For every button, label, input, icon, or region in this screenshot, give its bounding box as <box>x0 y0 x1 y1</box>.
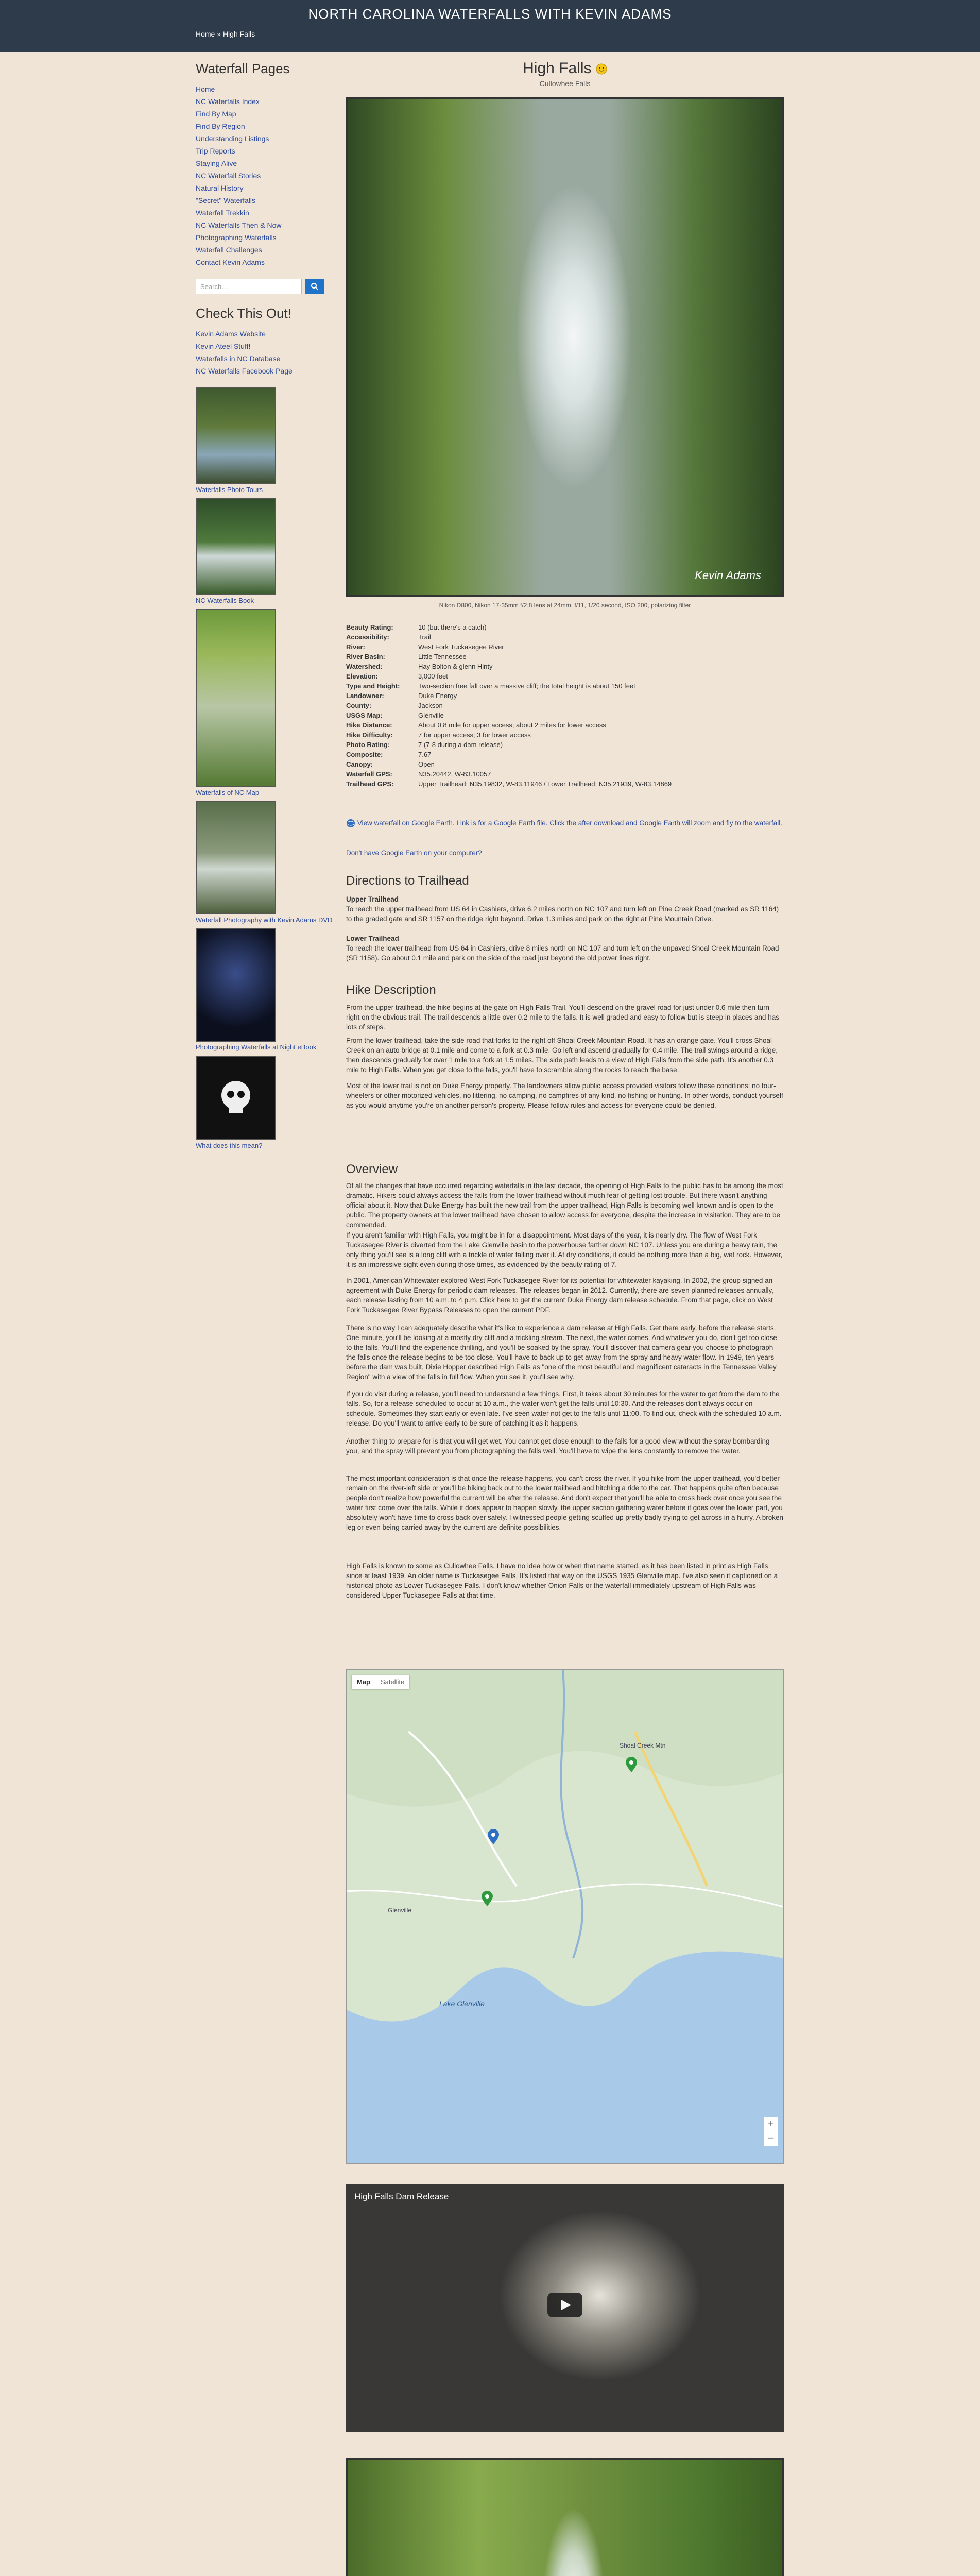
google-map[interactable] <box>346 1669 784 2164</box>
fact-value: Trail <box>418 633 431 641</box>
smiley-icon <box>596 63 607 75</box>
google-earth-help-link[interactable]: Don't have Google Earth on your computer? <box>346 849 482 857</box>
site-header <box>0 0 980 52</box>
fact-key: Canopy: <box>346 760 373 768</box>
search-icon <box>311 282 319 291</box>
link-facebook[interactable]: NC Waterfalls Facebook Page <box>196 367 293 375</box>
sidebar-item-find-by-map[interactable]: Find By Map <box>196 110 236 118</box>
fact-row <box>346 759 727 769</box>
skull-icon <box>213 1075 259 1121</box>
book-caption[interactable]: Waterfalls Photo Tours <box>196 486 263 494</box>
map-label: Shoal Creek Mtn <box>620 1742 666 1749</box>
link-database[interactable]: Waterfalls in NC Database <box>196 354 281 363</box>
sidebar-item-challenges[interactable]: Waterfall Challenges <box>196 246 262 254</box>
book-caption[interactable]: Waterfalls of NC Map <box>196 789 260 796</box>
fact-value: 3,000 feet <box>418 672 448 680</box>
fact-row <box>346 720 727 730</box>
site-title[interactable]: NORTH CAROLINA WATERFALLS WITH KEVIN ADAMS <box>308 6 672 22</box>
overview-paragraph: High Falls is known to some as Cullowhee Falls. I have no idea how or when that name started, as it has been listed in print as High Falls since at least 1939. An older name is Tuckasegee Falls. It's listed that way on the USGS 1935 Glenville map. I've also seen it captioned on a historical photo as Lower Tuckasegee Falls. I don't know whether Onion Falls or the waterfall immediately upstream of High Falls was considered Upper Tuckasegee Falls at that time. <box>346 1562 778 1599</box>
hike-paragraph: From the upper trailhead, the hike begins at the gate on High Falls Trail. You'll descend on the gravel road for just under 0.6 mile then turn right on the obvious trail. The trail descends a little over 0.2 mile to the falls. It is well graded and easy to follow but is steep in places and has lots of steps. <box>346 1004 779 1031</box>
fact-key: River Basin: <box>346 653 385 660</box>
zoom-out-button[interactable]: − <box>764 2131 778 2146</box>
sidebar-item-trekkin[interactable]: Waterfall Trekkin <box>196 209 249 217</box>
search-form <box>196 279 345 294</box>
hike-paragraph: From the lower trailhead, take the side road that forks to the right off Shoal Creek Mountain Road. It has an orange gate. You'll cross Shoal Creek on an auto bridge at 0.1 mile and come to a fork at 0.3 mile. Go left and ascend gradually for 0.4 mile. The trail swings around a ridge, then descends gradually for over 1 mile to a fork at 1.5 miles. The side path leads to a view of High Falls from the side path. It's another 0.3 mile to High Falls. When you get close to the falls, you'll have to scramble along the rocks to reach the base. <box>346 1037 778 1074</box>
upper-text: To reach the upper trailhead from US 64 in Cashiers, drive 6.2 miles north on NC 107 and turn left on Pine Creek Road (marked as SR 1164) to the graded gate and SR 1157 on the ridge right beyond. Drive 1.3 miles and park on the right at Pine Mountain Drive. <box>346 905 779 923</box>
fact-key: Composite: <box>346 751 383 758</box>
sidebar-item-find-by-region[interactable]: Find By Region <box>196 122 245 130</box>
fact-row <box>346 681 727 691</box>
fact-key: County: <box>346 702 372 709</box>
fact-row <box>346 671 727 681</box>
hike-paragraph: Most of the lower trail is not on Duke Energy property. The landowners allow public access provided visitors follow these conditions: no four-wheelers or other motorized vehicles, no littering, no camping, no campfires of any kind, no fishing or hunting. In other words, conduct yourself as you would anytime you're on another person's property. Please follow rules and access for everyone could be denied. <box>346 1082 783 1109</box>
fact-key: Watershed: <box>346 663 383 670</box>
lower-label: Lower Trailhead <box>346 935 399 942</box>
fact-row <box>346 740 727 750</box>
fact-key: USGS Map: <box>346 711 383 719</box>
sidebar-item-then-now[interactable]: NC Waterfalls Then & Now <box>196 221 282 229</box>
fact-row <box>346 632 727 642</box>
facts-table <box>346 622 727 789</box>
fact-row <box>346 730 727 740</box>
fact-row <box>346 652 727 662</box>
photo-caption: Nikon D800, Nikon 17-35mm f/2.8 lens at 24mm, f/11, 1/20 second, ISO 200, polarizing filter <box>439 602 691 609</box>
trailhead-marker-icon <box>480 1891 494 1907</box>
sidebar-item-staying-alive[interactable]: Staying Alive <box>196 159 237 167</box>
book-night-ebook[interactable] <box>196 928 276 1042</box>
map-label: Lake Glenville <box>439 1999 485 2008</box>
checkout-heading: Check This Out! <box>196 306 291 321</box>
breadcrumb <box>196 30 255 38</box>
sidebar-item-photographing[interactable]: Photographing Waterfalls <box>196 233 277 242</box>
fact-value: Duke Energy <box>418 692 457 700</box>
fact-key: Waterfall GPS: <box>346 770 392 778</box>
fact-value: Hay Bolton & glenn Hinty <box>418 663 493 670</box>
page-title-text: High Falls <box>523 60 592 77</box>
waterfall-photo-2 <box>346 2458 784 2576</box>
fact-row <box>346 701 727 710</box>
fact-key: Elevation: <box>346 672 379 680</box>
page-title <box>346 60 784 77</box>
sidebar-item-understanding[interactable]: Understanding Listings <box>196 134 269 143</box>
book-photo-tours[interactable] <box>196 387 276 484</box>
fact-key: Type and Height: <box>346 682 400 690</box>
book-photography-dvd[interactable] <box>196 801 276 914</box>
book-waterfalls-map[interactable] <box>196 609 276 787</box>
fact-row <box>346 662 727 671</box>
link-kevin-adams-website[interactable]: Kevin Adams Website <box>196 330 266 338</box>
book-caption[interactable]: Photographing Waterfalls at Night eBook <box>196 1043 317 1051</box>
sidebar-item-secret[interactable]: "Secret" Waterfalls <box>196 196 256 205</box>
fact-value: Upper Trailhead: N35.19832, W-83.11946 / Lower Trailhead: N35.21939, W-83.14869 <box>418 780 672 788</box>
fact-key: Landowner: <box>346 692 384 700</box>
sidebar-item-natural-history[interactable]: Natural History <box>196 184 244 192</box>
breadcrumb-home[interactable]: Home <box>196 30 215 38</box>
link-kevin-ateel-stuff[interactable]: Kevin Ateel Stuff! <box>196 342 251 350</box>
fact-key: Beauty Rating: <box>346 623 393 631</box>
directions-title: Directions to Trailhead <box>346 874 469 888</box>
lower-trailhead <box>346 934 784 963</box>
pages-list <box>196 83 345 268</box>
overview-paragraph: If you aren't familiar with High Falls, you might be in for a disappointment. Most days of the year, it is nearly dry. The flow of West Fork Tuckasegee River is diverted from the Lake Glenville basin to the powerhouse farther down NC 107. Unless you are during a heavy rain, the only thing you'll see is a long cliff with a trickle of water falling over it. At dry conditions, it could be nothing more than a big, wet rock. However, it is an impressive sight even during those times, as evidenced by the beauty rating of 7. <box>346 1231 783 1268</box>
skull-badge[interactable] <box>196 1056 276 1140</box>
satellite-tab[interactable]: Satellite <box>381 1678 405 1686</box>
parking-marker-icon <box>487 1829 500 1845</box>
fact-key: Photo Rating: <box>346 741 390 749</box>
book-caption[interactable]: Waterfall Photography with Kevin Adams DVD <box>196 916 333 924</box>
main-content <box>346 57 784 88</box>
book-caption[interactable]: NC Waterfalls Book <box>196 597 254 604</box>
waterfall-marker-icon <box>625 1757 638 1773</box>
fact-value: 7 for upper access; 3 for lower access <box>418 731 531 739</box>
fact-key: River: <box>346 643 365 651</box>
checkout-list <box>196 328 345 377</box>
fact-row <box>346 710 727 720</box>
fact-value: Glenville <box>418 711 444 719</box>
overview-paragraph: There is no way I can adequately describe what it's like to experience a dam release at High Falls. Get there early, before the release starts. One minute, you'll be looking at a mostly dry cliff and a trickling stream. The next, the water comes. And whatever you do, don't get too close to the falls. You'll find the experience thrilling, and you'll be soaked by the spray. You'll discover that camera gear you choose to photograph the falls once the release begins to be too close. You'll have to back up to get away from the spray and heavy water flow. In 1949, ten years before the dam was built, Dixie Hopper described High Falls as "one of the most beautiful and magnificent cataracts in the Tennessee Valley Region" with a view of the falls in full flow. When you see it, you'll see why. <box>346 1324 777 1381</box>
fact-value: Open <box>418 760 435 768</box>
book-caption[interactable]: What does this mean? <box>196 1142 263 1149</box>
hike-title: Hike Description <box>346 983 436 997</box>
upper-label: Upper Trailhead <box>346 895 399 903</box>
map-tab[interactable]: Map <box>357 1678 370 1686</box>
fact-key: Accessibility: <box>346 633 389 641</box>
sidebar-item-contact[interactable]: Contact Kevin Adams <box>196 258 265 266</box>
lower-text: To reach the lower trailhead from US 64 in Cashiers, drive 8 miles north on NC 107 and turn left on the unpaved Shoal Creek Mountain Road (SR 1158). Go about 0.1 mile and park on the side of the road just beyond the old power lines right. <box>346 944 779 962</box>
page-subtitle: Cullowhee Falls <box>539 79 591 88</box>
google-earth-help <box>346 848 784 858</box>
fact-row <box>346 779 727 789</box>
fact-row <box>346 750 727 759</box>
fact-row <box>346 642 727 652</box>
search-input[interactable]: Search… <box>196 279 302 294</box>
fact-value: 7 (7-8 during a dam release) <box>418 741 503 749</box>
upper-trailhead <box>346 894 784 924</box>
overview-paragraph: Another thing to prepare for is that you will get wet. You cannot get close enough to the falls for a good view without the spray bombarding you, and the spray will prevent you from photographing the falls well. You'll have to wipe the lens constantly to remove the water. <box>346 1437 770 1455</box>
google-earth-link[interactable]: View waterfall on Google Earth. Link is for a Google Earth file. Click the after download and Google Earth will zoom and fly to the waterfall. <box>357 819 782 827</box>
globe-icon <box>346 819 355 828</box>
sidebar-item-index[interactable]: NC Waterfalls Index <box>196 97 260 106</box>
overview-paragraph: Of all the changes that have occurred regarding waterfalls in the last decade, the opening of High Falls to the public has to be among the most dramatic. Hikers could always access the falls from the lower trailhead without much fear of getting lost trouble. But there wasn't anything official about it. Now that Duke Energy has built the new trail from the upper trailhead, High Falls is becoming well known and is open to the public. The property owners at the lower trailhead have chosen to allow access for everyone, despite the increase in visitation. They are to be commended. <box>346 1182 783 1229</box>
overview-paragraph: In 2001, American Whitewater explored West Fork Tuckasegee River for its potential for whitewater kayaking. In 2002, the group signed an agreement with Duke Energy for periodic dam releases. The releases began in 2012. Currently, there are seven planned releases annually, each release lasting from 10 a.m. to 4 p.m. Click here to get the current Duke Energy dam release schedule. From that page, click on West Fork Tuckasegee River Bypass Releases to open the current PDF. <box>346 1277 773 1314</box>
fact-value: About 0.8 mile for upper access; about 2 miles for lower access <box>418 721 606 729</box>
sidebar-item-trip-reports[interactable]: Trip Reports <box>196 147 235 155</box>
fact-value: N35.20442, W-83.10057 <box>418 770 491 778</box>
fact-value: Two-section free fall over a massive cliff; the total height is about 150 feet <box>418 682 635 690</box>
google-earth-note <box>346 818 784 828</box>
fact-value: Jackson <box>418 702 443 709</box>
map-type-control <box>352 1675 409 1689</box>
waterfall-photo-main <box>346 97 784 597</box>
fact-value: West Fork Tuckasegee River <box>418 643 504 651</box>
video-title[interactable]: High Falls Dam Release <box>354 2192 449 2201</box>
fact-row <box>346 622 727 632</box>
fact-row <box>346 691 727 701</box>
fact-key: Trailhead GPS: <box>346 780 394 788</box>
overview-title: Overview <box>346 1162 398 1176</box>
zoom-in-button[interactable]: + <box>764 2117 778 2131</box>
overview-paragraph: The most important consideration is that once the release happens, you can't cross the river. If you hike from the upper trailhead, you'd better remain on the river-left side or you'll be hiking back out to the lower trailhead and hitching a ride to the car. That happens quite often because people don't realize how powerful the current will be after the release. And don't expect that you'll be able to cross back over once you see the water first come over the falls. While it does appear to happen slowly, the upper section gathering water before it goes over the lower part, you absolutely won't have time to cross back over safely. I witnessed people getting scuffed up pretty badly trying to get across in a hurry. A broken leg or even being carried away by the current are definite possibilities. <box>346 1475 784 1531</box>
pages-heading: Waterfall Pages <box>196 61 290 76</box>
fact-key: Hike Distance: <box>346 721 392 729</box>
overview-paragraph: If you do visit during a release, you'll need to understand a few things. First, it takes about 30 minutes for the water to get from the dam to the falls. So, for a release scheduled to occur at 10 a.m., the water won't get the falls until 10:30. And the releases don't always occur on schedule. Sometimes they start early or even late. I've seen water not get to the falls until 11:00. To find out, check with the scheduled 10 a.m. release. Do you'll want to arrive early to be sure of catching it as it happens. <box>346 1390 782 1427</box>
play-icon <box>547 2293 582 2317</box>
search-button[interactable] <box>305 279 324 294</box>
map-label: Glenville <box>388 1907 412 1914</box>
sidebar <box>196 61 345 1154</box>
fact-value: 7.67 <box>418 751 432 758</box>
fact-value: Little Tennessee <box>418 653 467 660</box>
youtube-video[interactable] <box>346 2184 784 2432</box>
breadcrumb-current: High Falls <box>222 30 255 38</box>
fact-key: Hike Difficulty: <box>346 731 393 739</box>
sidebar-item-home[interactable]: Home <box>196 85 215 93</box>
watermark: Kevin Adams <box>695 569 761 582</box>
play-button[interactable] <box>547 2293 582 2317</box>
fact-row <box>346 769 727 779</box>
book-nc-waterfalls[interactable] <box>196 498 276 595</box>
fact-value: 10 (but there's a catch) <box>418 623 487 631</box>
sidebar-item-stories[interactable]: NC Waterfall Stories <box>196 172 261 180</box>
breadcrumb-separator: » <box>217 30 221 38</box>
